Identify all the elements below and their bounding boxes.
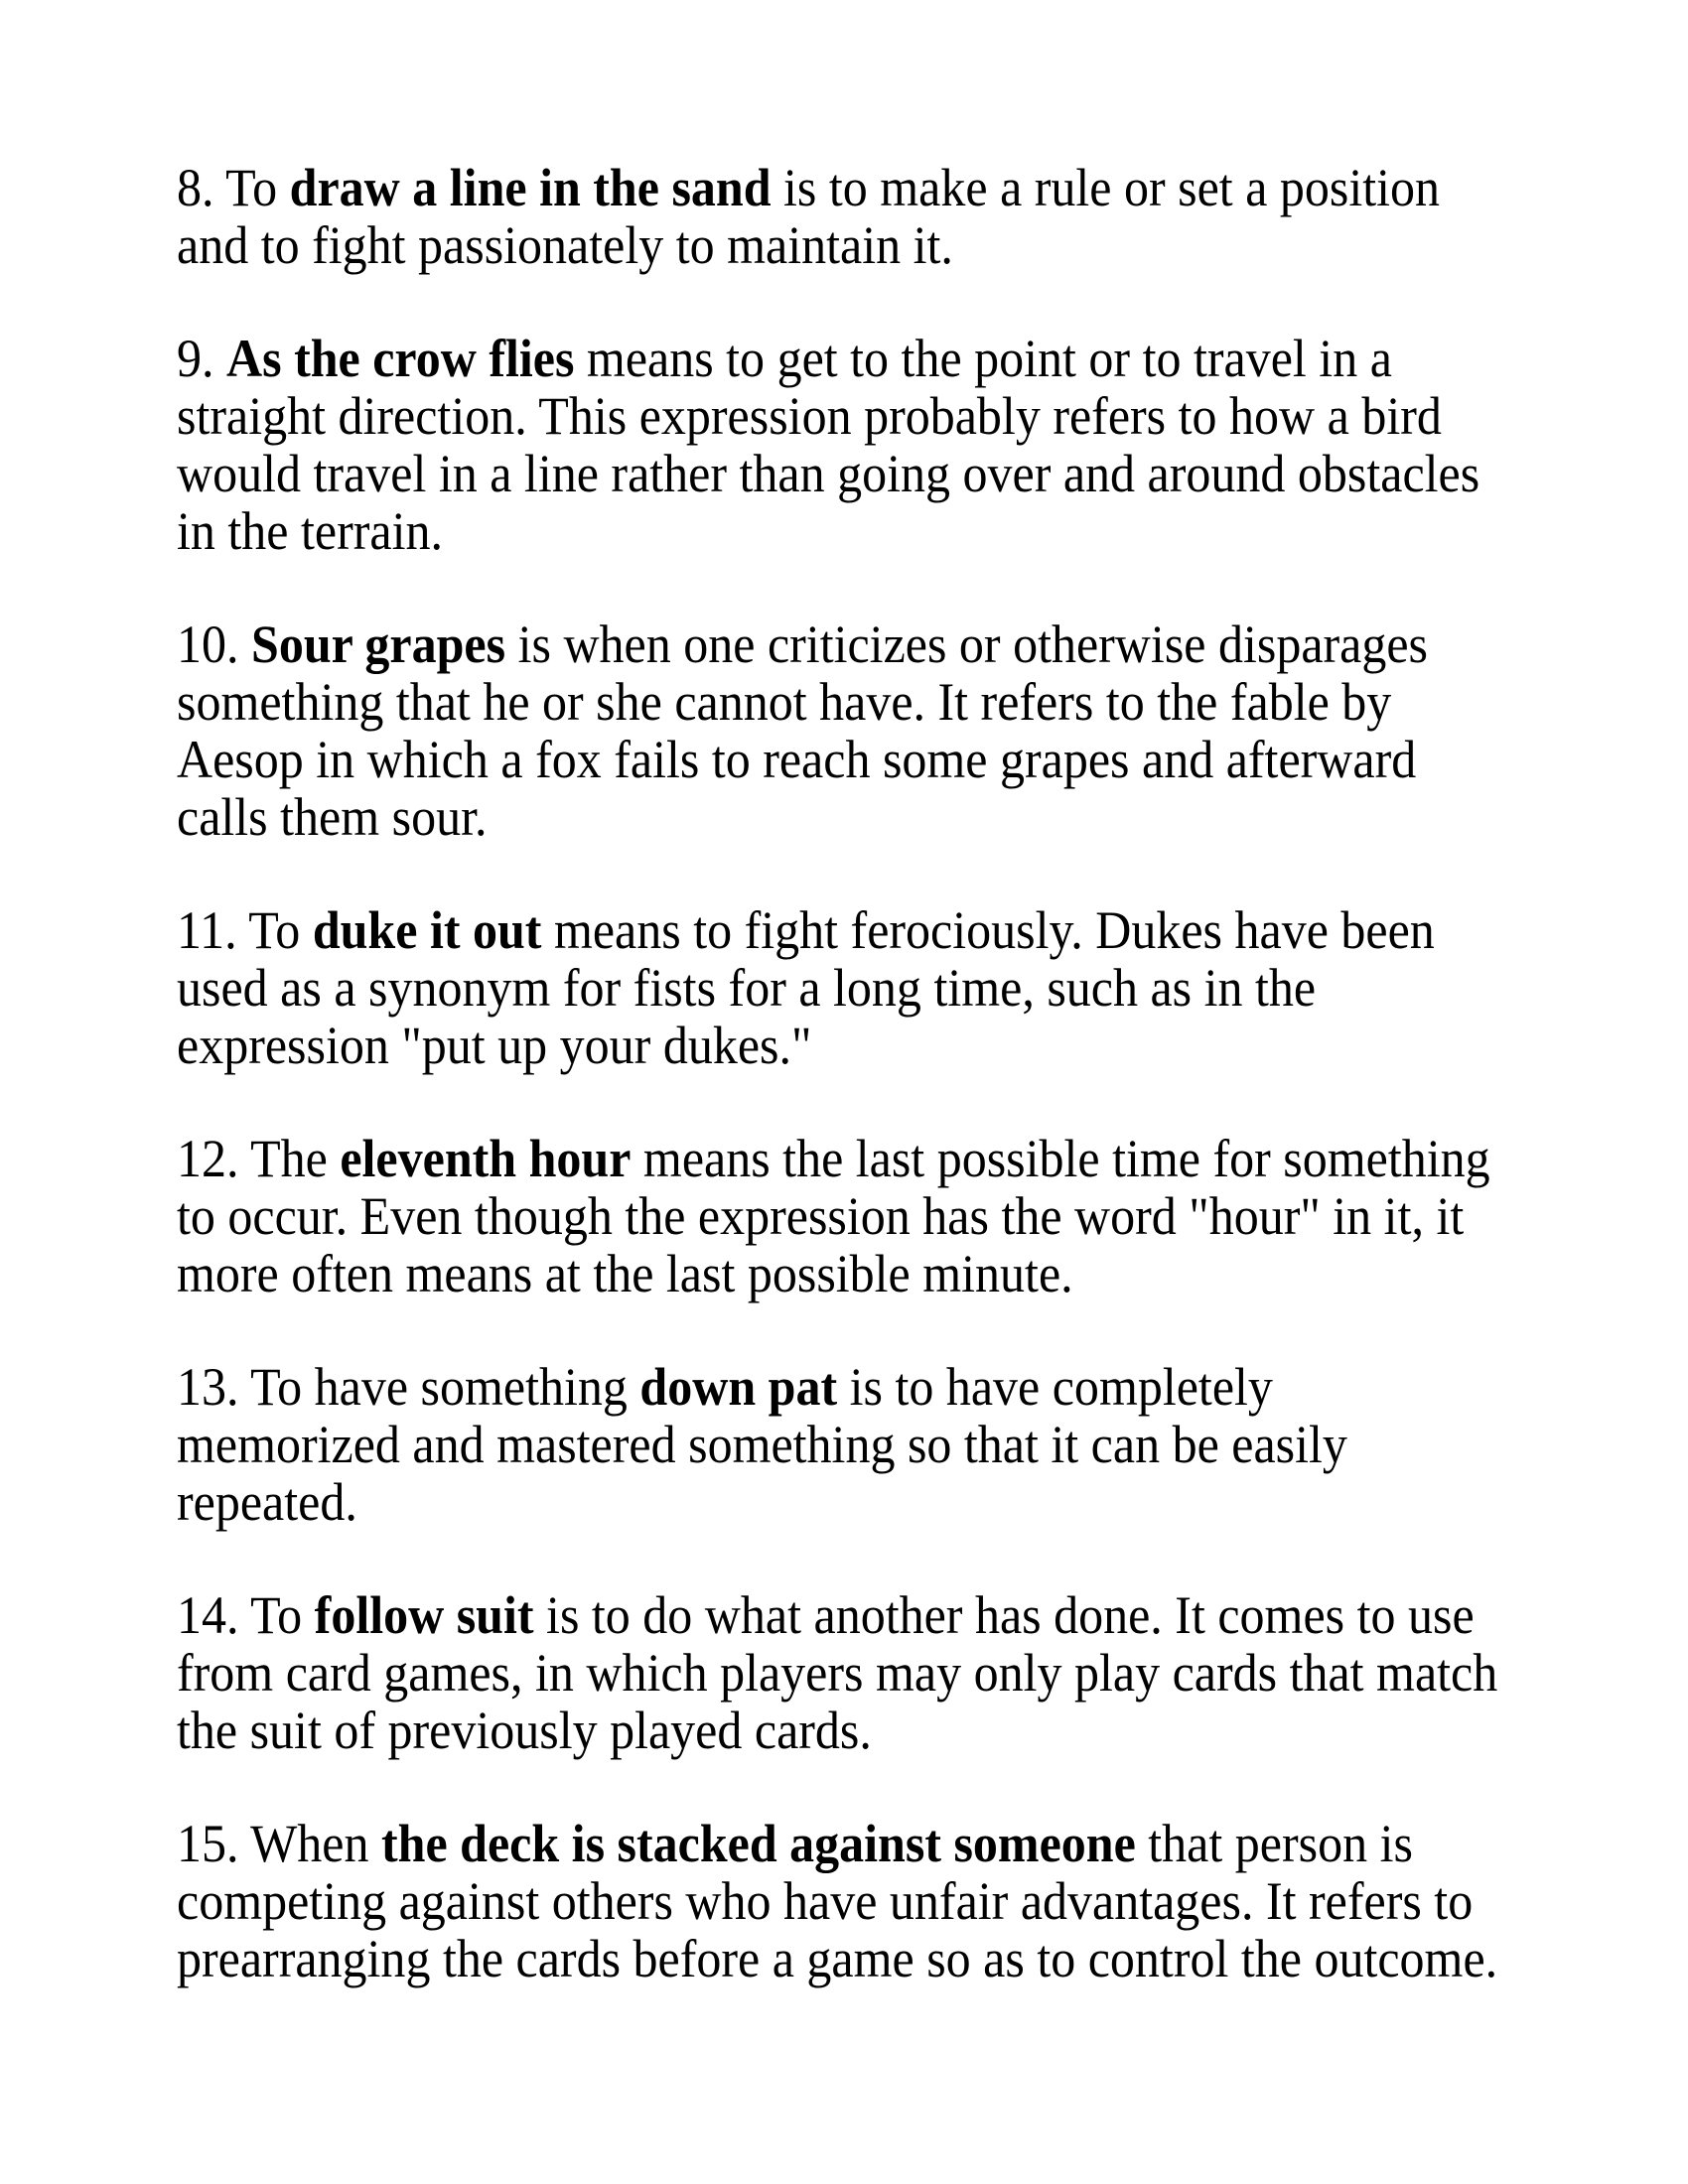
- text-line: [177, 1586, 1497, 1644]
- text-line: [177, 1416, 1497, 1473]
- text-line: [177, 387, 1497, 445]
- idiom-phrase-bold: eleventh hour: [340, 1129, 632, 1188]
- text-line: [177, 1644, 1497, 1702]
- definition-text: something that he or she cannot have. It refers to the fable by: [177, 672, 1392, 732]
- definition-text: is to do what another has done. It comes to use: [533, 1585, 1475, 1645]
- text-line: [177, 1872, 1497, 1930]
- definition-text: is to have completely: [837, 1357, 1273, 1417]
- idiom-list: [177, 159, 1497, 1987]
- definition-text: would travel in a line rather than going over and around obstacles: [177, 444, 1480, 503]
- definition-text: 14. To: [177, 1585, 315, 1645]
- text-line: [177, 330, 1497, 387]
- idiom-item-10: [177, 615, 1497, 846]
- definition-text: competing against others who have unfair advantages. It refers to: [177, 1871, 1474, 1931]
- text-line: [177, 731, 1497, 788]
- idiom-item-13: [177, 1358, 1497, 1531]
- idiom-phrase-bold: down pat: [639, 1357, 838, 1417]
- text-line: [177, 1930, 1497, 1987]
- text-line: [177, 901, 1497, 959]
- definition-text: to occur. Even though the expression has the word "hour" in it, it: [177, 1186, 1465, 1246]
- idiom-phrase-bold: follow suit: [314, 1585, 534, 1645]
- definition-text: 12. The: [177, 1129, 341, 1188]
- definition-text: memorized and mastered something so that it can be easily: [177, 1415, 1347, 1474]
- definition-text: expression "put up your dukes.": [177, 1016, 812, 1075]
- idiom-item-9: [177, 330, 1497, 560]
- text-line: [177, 1187, 1497, 1245]
- definition-text: means to fight ferociously. Dukes have been: [541, 900, 1435, 960]
- definition-text: 13. To have something: [177, 1357, 640, 1417]
- text-line: [177, 216, 1497, 274]
- text-line: [177, 1702, 1497, 1759]
- idiom-phrase-bold: duke it out: [312, 900, 542, 960]
- text-line: [177, 788, 1497, 846]
- definition-text: calls them sour.: [177, 787, 488, 847]
- idiom-phrase-bold: the deck is stacked against someone: [381, 1814, 1136, 1873]
- idiom-item-8: [177, 159, 1497, 274]
- definition-text: more often means at the last possible minute.: [177, 1244, 1073, 1303]
- text-line: [177, 673, 1497, 731]
- definition-text: used as a synonym for fists for a long time, such as in the: [177, 958, 1317, 1018]
- definition-text: prearranging the cards before a game so as to control the outcome.: [177, 1929, 1498, 1988]
- idiom-item-11: [177, 901, 1497, 1074]
- text-line: [177, 1358, 1497, 1416]
- definition-text: is when one criticizes or otherwise disparages: [505, 614, 1429, 674]
- text-line: [177, 1815, 1497, 1872]
- definition-text: the suit of previously played cards.: [177, 1701, 872, 1760]
- definition-text: straight direction. This expression probably refers to how a bird: [177, 386, 1442, 446]
- definition-text: is to make a rule or set a position: [771, 158, 1441, 217]
- definition-text: 11. To: [177, 900, 313, 960]
- text-line: [177, 1130, 1497, 1187]
- text-line: [177, 959, 1497, 1017]
- definition-text: that person is: [1135, 1814, 1413, 1873]
- definition-text: 15. When: [177, 1814, 382, 1873]
- definition-text: means the last possible time for something: [631, 1129, 1490, 1188]
- definition-text: 8. To: [177, 158, 290, 217]
- definition-text: repeated.: [177, 1472, 357, 1532]
- idiom-item-15: [177, 1815, 1497, 1987]
- idiom-item-12: [177, 1130, 1497, 1302]
- text-line: [177, 445, 1497, 502]
- idiom-item-14: [177, 1586, 1497, 1759]
- text-line: [177, 1017, 1497, 1074]
- idiom-phrase-bold: draw a line in the sand: [289, 158, 772, 217]
- definition-text: in the terrain.: [177, 501, 443, 561]
- text-line: [177, 1473, 1497, 1531]
- text-line: [177, 502, 1497, 560]
- definition-text: Aesop in which a fox fails to reach some grapes and afterward: [177, 730, 1417, 789]
- definition-text: 9.: [177, 329, 227, 388]
- definition-text: means to get to the point or to travel in a: [574, 329, 1392, 388]
- idiom-phrase-bold: As the crow flies: [226, 329, 575, 388]
- text-line: [177, 159, 1497, 216]
- definition-text: from card games, in which players may only play cards that match: [177, 1643, 1498, 1703]
- text-line: [177, 615, 1497, 673]
- definition-text: and to fight passionately to maintain it.: [177, 215, 953, 275]
- idiom-phrase-bold: Sour grapes: [251, 614, 506, 674]
- text-line: [177, 1245, 1497, 1302]
- definition-text: 10.: [177, 614, 252, 674]
